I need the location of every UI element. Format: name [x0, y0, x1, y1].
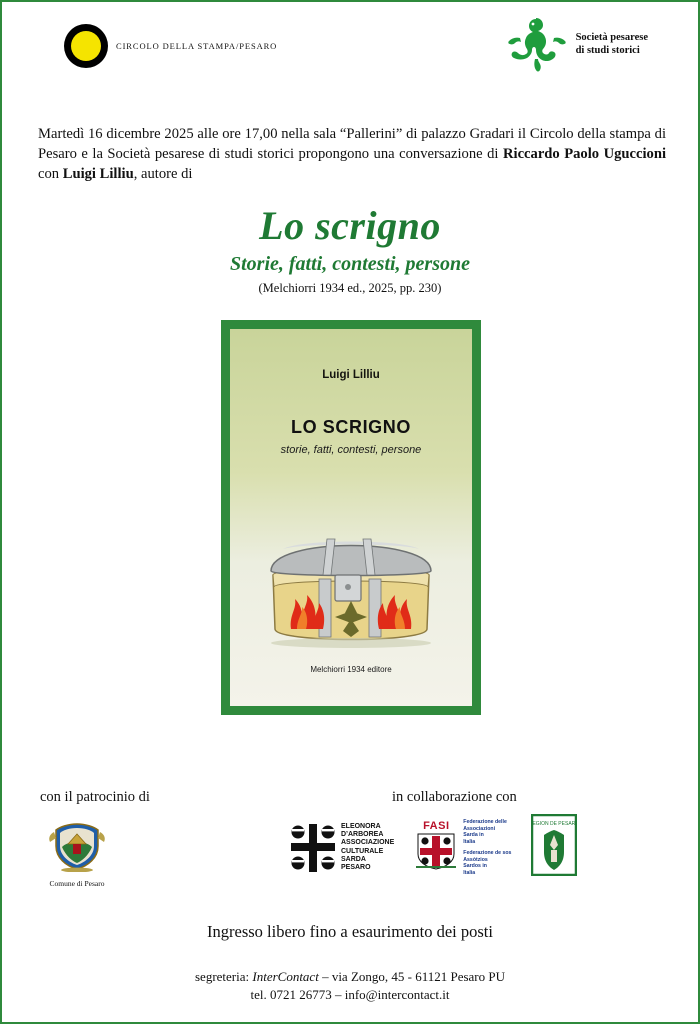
fasi-emblem — [414, 820, 458, 875]
fasi-caption-secondary — [463, 850, 511, 876]
eleonora-darborea-logo — [290, 822, 394, 874]
cover-author: Luigi Lilliu — [322, 369, 380, 381]
fasi-cap-p3: Sarda in — [463, 832, 484, 838]
societa-logo-label — [576, 31, 648, 57]
eleonora-line-5: SARDA — [341, 855, 366, 863]
fasi-cap-p1: Federazione delle — [463, 819, 507, 825]
book-cover-image — [230, 329, 472, 706]
fasi-caption — [463, 819, 511, 876]
fasi-cap-s4: Italia — [463, 869, 476, 876]
societa-line-2: di studi storici — [575, 45, 640, 56]
secretariat-prefix: segreteria: — [194, 969, 253, 984]
intro-text-part-1: Martedì 16 dicembre 2025 alle ore 17,00 nella sala “Pallerini” di palazzo Gradari il Circolo della stampa di Pesaro e la Società pesarese di studi storici propongono una conversazione di — [38, 126, 666, 163]
fasi-cap-s3: Sardos in — [463, 863, 487, 869]
regione-pesaro-crest-icon — [531, 814, 577, 876]
fasi-shield-icon — [414, 832, 458, 870]
speaker-name: Riccardo Paolo Uguccioni — [502, 146, 666, 163]
collaboration-logos — [290, 814, 577, 881]
fasi-wordmark: FASI — [423, 820, 450, 832]
societa-line-1: Società pesarese — [575, 31, 648, 43]
fasi-cap-s1: Federazione de sos — [463, 850, 512, 856]
book-subtitle: Storie, fatti, contesti, persone — [230, 253, 470, 275]
fasi-caption-primary — [463, 819, 511, 845]
author-name: Luigi Lilliu — [62, 166, 134, 183]
book-cover-frame — [221, 320, 481, 715]
cover-publisher: Melchiorri 1934 editore — [310, 665, 392, 674]
eleonora-line-3: ASSOCIAZIONE — [341, 839, 395, 847]
fasi-cap-p4: Italia — [463, 838, 476, 845]
collaboration-label: in collaborazione con — [392, 789, 517, 805]
intro-text-part-2: con — [38, 166, 63, 183]
circolo-logo-label: CIRCOLO DELLA STAMPA/PESARO — [116, 41, 278, 51]
secretariat-address: – via Zongo, 45 - 61121 Pesaro PU — [318, 969, 506, 984]
patronage-label: con il patrocinio di — [40, 789, 150, 805]
book-title: Lo scrigno — [259, 203, 441, 248]
secretariat-line-2: tel. 0721 26773 – info@intercontact.it — [250, 987, 450, 1003]
fasi-logo — [414, 819, 511, 876]
header — [2, 10, 698, 88]
eleonora-line-6: PESARO — [341, 864, 371, 871]
comune-di-pesaro-crest-icon — [44, 820, 110, 872]
eleonora-logo-text — [341, 823, 394, 873]
eleonora-line-1: ELEONORA — [341, 822, 381, 830]
book-edition-meta: (Melchiorri 1934 ed., 2025, pp. 230) — [258, 281, 442, 295]
comune-caption: Comune di Pesaro — [49, 879, 105, 888]
title-block — [2, 205, 698, 296]
fasi-cap-p2: Associazioni — [463, 825, 496, 832]
cover-subtitle: storie, fatti, contesti, persone — [280, 444, 422, 456]
entry-note: Ingresso libero fino a esaurimento dei posti — [207, 922, 493, 941]
svg-text:REGION DE PESARO: REGION DE PESARO — [531, 821, 578, 827]
four-moors-cross-icon — [290, 822, 336, 874]
regione-pesaro-logo — [531, 814, 577, 881]
societa-pesarese-logo — [506, 16, 648, 72]
secretariat-line-1 — [2, 968, 698, 986]
yellow-dot-circle-icon — [64, 24, 108, 68]
green-lizard-icon — [506, 16, 568, 72]
intro-text-part-3: , autore di — [133, 166, 193, 183]
circolo-della-stampa-logo — [64, 24, 277, 68]
comune-di-pesaro-logo — [38, 820, 116, 888]
secretariat-info — [2, 968, 698, 1005]
casket-with-flames-icon — [230, 479, 472, 669]
eleonora-line-4: CULTURALE — [341, 847, 384, 855]
eleonora-line-2: D’ARBOREA — [341, 831, 384, 838]
cover-title: LO SCRIGNO — [290, 417, 411, 437]
fasi-cap-s2: Assòtzios — [463, 856, 488, 863]
intro-paragraph — [38, 124, 666, 184]
secretariat-org: InterContact — [252, 969, 319, 984]
